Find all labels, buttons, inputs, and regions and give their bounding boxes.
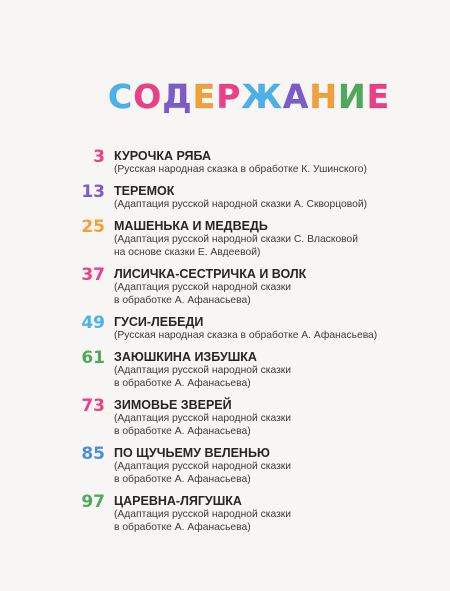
toc-entry-title: ЛИСИЧКА-СЕСТРИЧКА И ВОЛК <box>114 267 307 281</box>
title-letter: Е <box>366 77 391 116</box>
toc-entry-title: ГУСИ-ЛЕБЕДИ <box>114 315 204 329</box>
toc-entry-subtitle: на основе сказки Е. Авдеевой) <box>114 246 261 258</box>
toc-page-number: 97 <box>81 492 105 512</box>
toc-entry-title: ПО ЩУЧЬЕМУ ВЕЛЕНЬЮ <box>114 446 270 460</box>
toc-entry-title: ЦАРЕВНА-ЛЯГУШКА <box>114 494 242 508</box>
toc-page-number: 61 <box>81 348 105 368</box>
toc-entry-text <box>114 184 434 212</box>
title-letter: О <box>133 77 163 116</box>
toc-entry-text <box>114 350 434 390</box>
title-letter: А <box>282 77 310 116</box>
toc-entry-subtitle: (Адаптация русской народной сказки <box>114 365 292 376</box>
toc-entry-text <box>114 398 434 438</box>
toc-entry-subtitle: в обработке А. Афанасьева) <box>114 377 251 389</box>
toc-entry-subtitle: в обработке А. Афанасьева) <box>114 521 251 533</box>
toc-page-number: 3 <box>93 147 105 167</box>
toc-page-number: 49 <box>81 313 105 333</box>
title-letter: Ж <box>241 77 283 116</box>
page-title <box>108 77 391 116</box>
toc-entry-subtitle: в обработке А. Афанасьева) <box>114 473 251 485</box>
toc-page-number: 85 <box>81 444 105 464</box>
toc-entry-subtitle: (Адаптация русской народной сказки <box>114 282 292 293</box>
toc-entry-text <box>114 315 434 343</box>
toc-entry-text <box>114 219 434 259</box>
toc-page-number: 73 <box>81 396 105 416</box>
title-letter: Р <box>216 77 242 116</box>
toc-entry-subtitle: (Адаптация русской народной сказки <box>114 413 292 424</box>
toc-entry-subtitle: (Адаптация русской народной сказки А. Скворцовой) <box>114 199 368 210</box>
toc-entry-subtitle: в обработке А. Афанасьева) <box>114 294 251 306</box>
toc-entry-title: ЗИМОВЬЕ ЗВЕРЕЙ <box>114 398 232 412</box>
title-letter: И <box>337 77 367 116</box>
title-letter: Д <box>162 77 193 116</box>
toc-entry-title: МАШЕНЬКА И МЕДВЕДЬ <box>114 219 268 233</box>
toc-page-number: 13 <box>81 182 105 202</box>
title-letter: С <box>108 77 134 116</box>
toc-entry-subtitle: (Русская народная сказка в обработке К. Ушинского) <box>114 164 367 175</box>
title-letter: Е <box>192 77 217 116</box>
toc-entry-title: ТЕРЕМОК <box>114 184 175 198</box>
toc-page-number: 25 <box>81 217 105 237</box>
toc-page-number: 37 <box>81 265 105 285</box>
toc-entry-subtitle: (Русская народная сказка в обработке А. Афанасьева) <box>114 330 378 341</box>
toc-entry-text <box>114 149 434 177</box>
toc-entry-text <box>114 494 434 534</box>
title-letter: Н <box>309 77 338 116</box>
toc-entry-text <box>114 267 434 307</box>
toc-entry-title: КУРОЧКА РЯБА <box>114 149 212 163</box>
toc-entry-subtitle: (Адаптация русской народной сказки <box>114 509 292 520</box>
toc-entry-subtitle: в обработке А. Афанасьева) <box>114 425 251 437</box>
toc-entry-title: ЗАЮШКИНА ИЗБУШКА <box>114 350 257 364</box>
toc-entry-text <box>114 446 434 486</box>
toc-entry-subtitle: (Адаптация русской народной сказки С. Власковой <box>114 234 359 245</box>
toc-entry-subtitle: (Адаптация русской народной сказки <box>114 461 292 472</box>
